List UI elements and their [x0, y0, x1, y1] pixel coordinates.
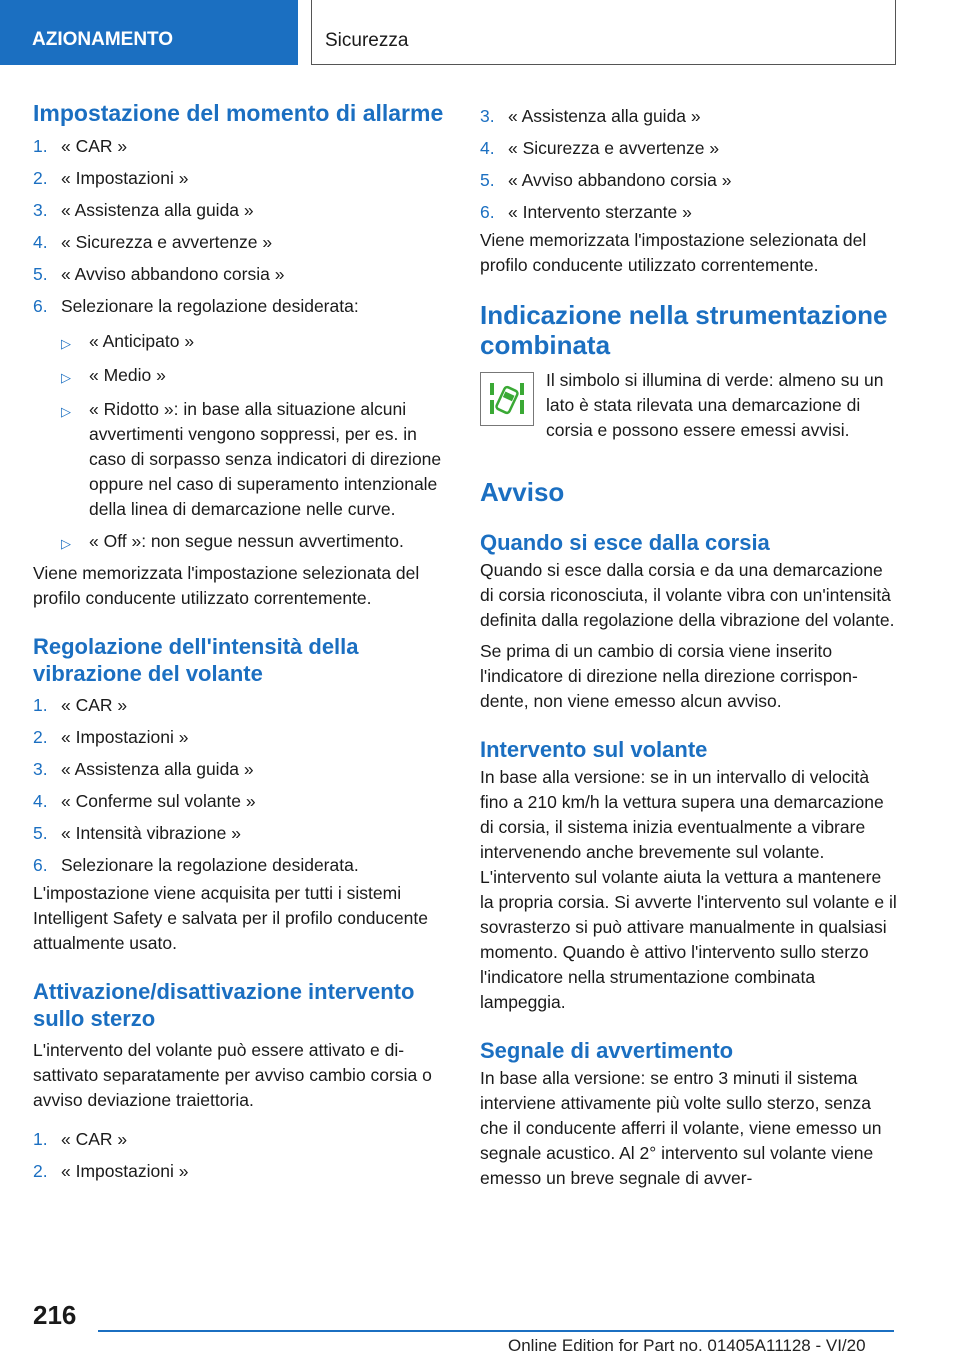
list-item: 5. « Intensità vibrazione »	[33, 823, 241, 843]
list-item: 1. « CAR »	[33, 136, 128, 156]
vibration-note: L'impostazione viene acquisita per tutti i sistemi Intelligent Safety e salvata per il profilo conducente attualmente usato.	[33, 883, 428, 953]
list-item: 6. Selezionare la regolazione desiderata:	[33, 296, 359, 316]
heading-leaving-lane: Quando si esce dalla corsia	[480, 530, 770, 555]
option-item: ▷ « Anticipato »	[61, 329, 451, 356]
triangle-bullet-icon: ▷	[61, 404, 71, 419]
list-item: 6. « Intervento sterzante »	[480, 202, 692, 222]
option-item: ▷ « Ridotto »: in base alla situazione alcuni avvertimenti vengono soppressi, per es. in caso di sorpasso senza indicatori di direzione oppure nel caso di superamento intenzionale della linea di demarcazione nelle curve.	[61, 397, 451, 522]
list-item: 3. « Assistenza alla guida »	[33, 759, 254, 779]
list-item: 2. « Impostazioni »	[33, 1161, 189, 1181]
left-column	[33, 100, 451, 1187]
list-item: 6. Selezionare la regolazione desiderata.	[33, 855, 359, 875]
list-item: 1. « CAR »	[33, 1129, 128, 1149]
heading-vibration: Regolazione dell'intensità della vibrazione del volante	[33, 634, 359, 686]
alarm-note: Viene memorizzata l'impostazione selezionata del profilo conducente utilizzato correntemente.	[33, 563, 420, 608]
list-item: 2. « Impostazioni »	[33, 168, 189, 188]
list-item: 5. « Avviso abbandono corsia »	[480, 170, 732, 190]
signal-text: In base alla versione: se entro 3 minuti il sistema interviene attivamente più volte sullo sterzo, senza che il conducente afferri il volante, viene emesso un segnale acustico. Al 2° intervento sul volante viene emesso un breve segnale di avver-	[480, 1068, 882, 1188]
list-item: 1. « CAR »	[33, 695, 128, 715]
page-number: 216	[33, 1300, 77, 1330]
leaving-text-2: Se prima di un cambio di corsia viene inserito l'indicatore di direzione nella direzione corrispondente, non viene emesso alcun avviso.	[480, 641, 858, 711]
option-item: ▷ « Medio »	[61, 363, 451, 390]
option-item: ▷ « Off »: non segue nessun avvertimento.	[61, 529, 451, 556]
list-item: 4. « Sicurezza e avvertenze »	[480, 138, 720, 158]
heading-steering: Intervento sul volante	[480, 737, 708, 762]
heading-signal: Segnale di avvertimento	[480, 1038, 734, 1063]
list-item: 3. « Assistenza alla guida »	[480, 106, 701, 126]
list-item: 3. « Assistenza alla guida »	[33, 200, 254, 220]
triangle-bullet-icon: ▷	[61, 370, 71, 385]
list-item: 4. « Sicurezza e avvertenze »	[33, 232, 273, 252]
alarm-options	[33, 329, 451, 556]
continued-steps	[480, 100, 898, 228]
lane-departure-icon	[480, 372, 534, 426]
alarm-steps	[33, 130, 451, 322]
triangle-bullet-icon: ▷	[61, 336, 71, 351]
topic-tab: Sicurezza	[311, 0, 896, 65]
list-item: 5. « Avviso abbandono corsia »	[33, 264, 285, 284]
activation-text: L'intervento del volante può essere attivato e disattivato separatamente per avviso cambio corsia o avviso deviazione traiettoria.	[33, 1040, 432, 1110]
heading-indication: Indicazione nella strumentazione combinata	[480, 300, 888, 360]
activation-steps	[33, 1123, 451, 1187]
steering-text: In base alla versione: se in un intervallo di velocità fino a 210 km/h la vettura supera una demarcazione di corsia, il sistema inizia eventualmente a vibrare intervenendo anche brevemente sul volante. L'intervento sul volante aiuta la vettura a mantenere la propria corsia. Si avverte l'intervento sul volante e il sovrasterzo si può attivare manualmente in qualsiasi momento. Quando è attivo l'intervento sullo sterzo l'indicatore nella strumentazione combinata lampeggia.	[480, 767, 897, 1012]
right-column	[480, 100, 898, 1191]
continued-note: Viene memorizzata l'impostazione selezionata del profilo conducente utilizzato correntemente.	[480, 230, 867, 275]
indication-block	[480, 372, 898, 443]
vibration-steps	[33, 689, 451, 881]
footer-divider	[98, 1330, 894, 1332]
section-tab: AZIONAMENTO	[0, 0, 298, 65]
heading-activation: Attivazione/disattivazione intervento sullo sterzo	[33, 979, 415, 1031]
heading-alarm-timing: Impostazione del momento di allarme	[33, 100, 444, 126]
triangle-bullet-icon: ▷	[61, 536, 71, 551]
indication-text: Il simbolo si illumina di verde: almeno su un lato è stata rilevata una demarcazione di corsia e possono essere emessi avvisi.	[546, 370, 884, 440]
list-item: 2. « Impostazioni »	[33, 727, 189, 747]
heading-warning: Avviso	[480, 477, 565, 507]
edition-text: Online Edition for Part no. 01405A11128 - VI/20	[508, 1336, 866, 1355]
list-item: 4. « Conferme sul volante »	[33, 791, 256, 811]
leaving-text-1: Quando si esce dalla corsia e da una demarcazione di corsia riconosciuta, il volante vibra con un'intensità definita dalla regolazione della vibrazione del volante.	[480, 560, 895, 630]
